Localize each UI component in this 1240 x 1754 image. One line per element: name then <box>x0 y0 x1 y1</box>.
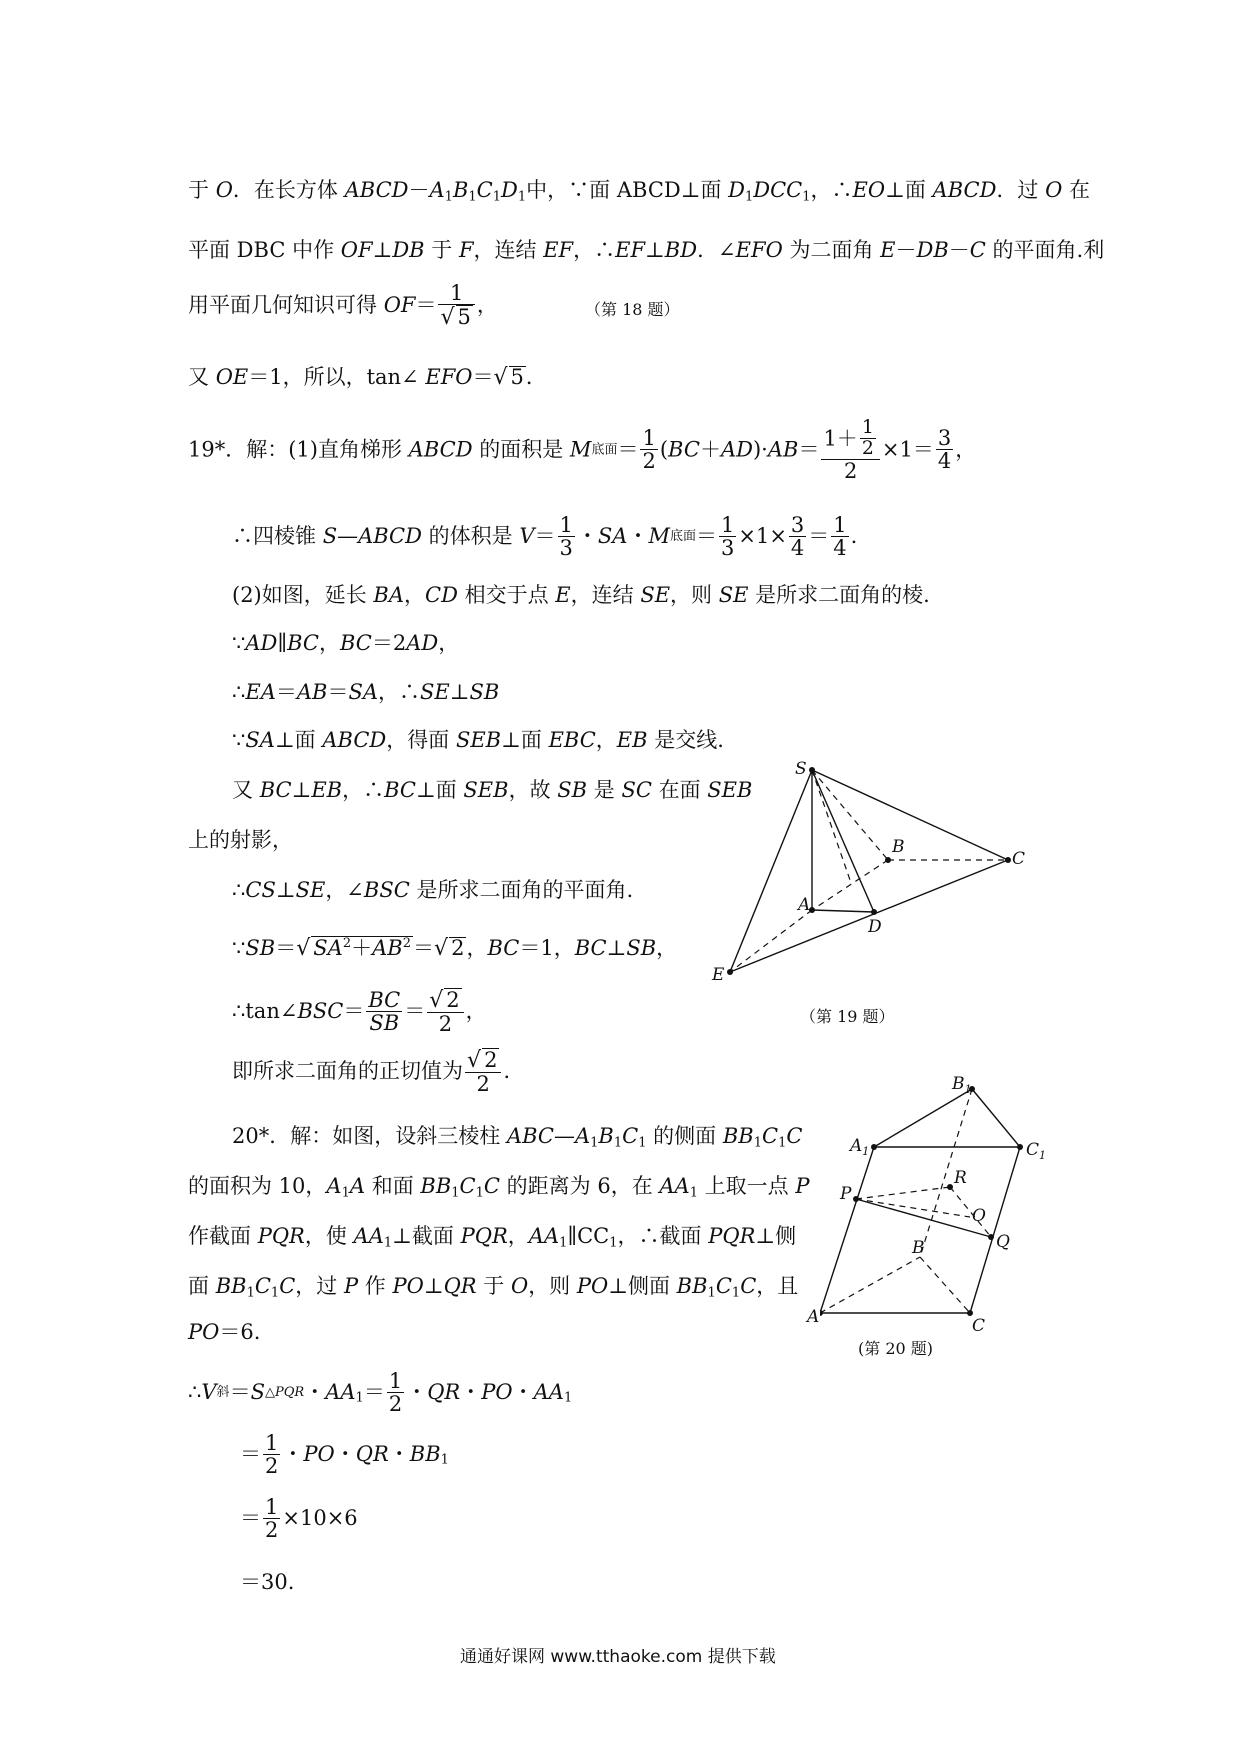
label-C: C <box>972 1316 986 1335</box>
text-line-24: ＝ $\frac{1}{2}$ ×10×6 <box>240 1495 358 1543</box>
page-footer: 通通好课网 www.tthaoke.com 提供下载 <box>460 1647 776 1667</box>
text-line-17: 20*．解：如图，设斜三棱柱 $ABC—A_1B_1C_1$ 的侧面 $BB_1C_1C$ <box>232 1124 803 1151</box>
text-line-20: 面 $BB_1C_1C$，过 P 作 PO⊥QR 于 O，则 PO⊥侧面 $BB_1C_1C$，且 <box>188 1274 799 1301</box>
text-line-6: ∴四棱锥 S—ABCD 的体积是 V＝ $\frac{1}{3}$ ・SA・M底面＝ $\frac{1}{3}$ ×1× $\frac{3}{4}$ ＝ $\frac{1}{4}$ . <box>232 513 858 561</box>
text-line-21: PO＝6. <box>188 1320 261 1344</box>
label-B: B <box>912 1238 925 1258</box>
compound-fraction: 1＋ $\frac{1}{2}$ 2 <box>821 418 879 482</box>
text-line-23: ＝ $\frac{1}{2}$ ・PO・QR・$BB_1$ <box>240 1431 449 1479</box>
text-line-10: ∵SA⊥面 ABCD，得面 SEB⊥面 EBC，EB 是交线. <box>232 728 724 752</box>
text-line-16: 即所求二面角的正切值为 $\frac{√ 2}{2}$ ． <box>232 1048 525 1097</box>
text-line-3: 用平面几何知识可得 OF＝ $\frac{1}{√ 5}$ ， <box>188 281 498 331</box>
figure-19-pyramid <box>700 760 1040 1000</box>
label-B1: $B_1$ <box>952 1075 972 1096</box>
label-A1: $A_1$ <box>850 1136 870 1158</box>
text-line-4: 又 OE＝1，所以，tan∠ EFO＝√ 5． <box>188 365 547 390</box>
svg-text:A: A <box>807 1307 820 1327</box>
caption-q18: （第 18 题） <box>585 300 680 319</box>
text-line-25: ＝30. <box>240 1570 295 1594</box>
text-line-9: ∴EA＝AB＝SA，∴SE⊥SB <box>232 680 500 704</box>
text-line-7: (2)如图，延长 BA，CD 相交于点 E，连结 SE，则 SE 是所求二面角的棱. <box>232 583 930 607</box>
label-A: A <box>798 895 811 915</box>
fraction-1-over-sqrt5: $\frac{1}{√ 5}$ <box>438 282 474 329</box>
text-line-15: ∴tan∠BSC＝ $\frac{BC}{SB}$ ＝ $\frac{√ 2}{2}$ ， <box>232 988 487 1037</box>
caption-q19: （第 19 题） <box>800 1007 895 1026</box>
text-line-5: 19*．解：(1)直角梯形 ABCD 的面积是 M底面＝ $\frac{1}{2}$ (BC＋AD)·AB＝ 1＋ $\frac{1}{2}$ 2 ×1＝ $\frac{3}{4}$ ， <box>188 416 977 483</box>
label-D: D <box>868 917 882 937</box>
text-line-2: 平面 DBC 中作 OF⊥DB 于 F，连结 EF，∴EF⊥BD．∠EFO 为二面角 E－DB－C 的平面角.利 <box>188 238 1105 262</box>
label-O: O <box>972 1206 986 1226</box>
figure-20-prism <box>820 1075 1070 1335</box>
label-Q: Q <box>996 1232 1010 1252</box>
label-P: P <box>840 1184 852 1204</box>
text-line-18: 的面积为 10，$A_1A$ 和面 $BB_1C_1C$ 的距离为 6，在 $AA_1$ 上取一点 P <box>188 1174 810 1201</box>
text-line-8: ∵AD∥BC，BC＝2AD， <box>232 631 460 655</box>
label-E: E <box>712 965 725 985</box>
label-C1: $C_1$ <box>1026 1140 1047 1162</box>
caption-q20: (第 20 题) <box>858 1339 934 1358</box>
text-line-13: ∴CS⊥SE，∠BSC 是所求二面角的平面角. <box>232 878 634 902</box>
text-line-1: 于 O．在长方体 $ABCD-A_1B_1C_1D_1$中，∵面 ABCD⊥面 $D_1DCC_1$，∴EO⊥面 ABCD．过 O 在 <box>188 178 1091 205</box>
text-line-19: 作截面 PQR，使 $AA_1\perp$截面 PQR，$AA_1\parallel CC_1$，∴截面 PQR⊥侧 <box>188 1224 797 1251</box>
text-line-22: ∴V斜＝S△PQR・$AA_1=$ $\frac{1}{2}$ ・QR・PO・$AA_1$ <box>188 1369 573 1417</box>
text-line-14: ∵SB＝√ $SA^2+AB^2=√$ 2，BC＝1，BC⊥SB， <box>232 935 678 961</box>
figure-20-label-A <box>805 1300 835 1330</box>
text-line-12: 上的射影， <box>188 828 293 852</box>
text-line-11: 又 BC⊥EB，∴BC⊥面 SEB，故 SB 是 SC 在面 SEB <box>232 778 753 802</box>
label-C: C <box>1012 849 1026 869</box>
label-S: S <box>795 760 807 779</box>
label-R: R <box>954 1168 967 1188</box>
label-B: B <box>892 837 905 857</box>
